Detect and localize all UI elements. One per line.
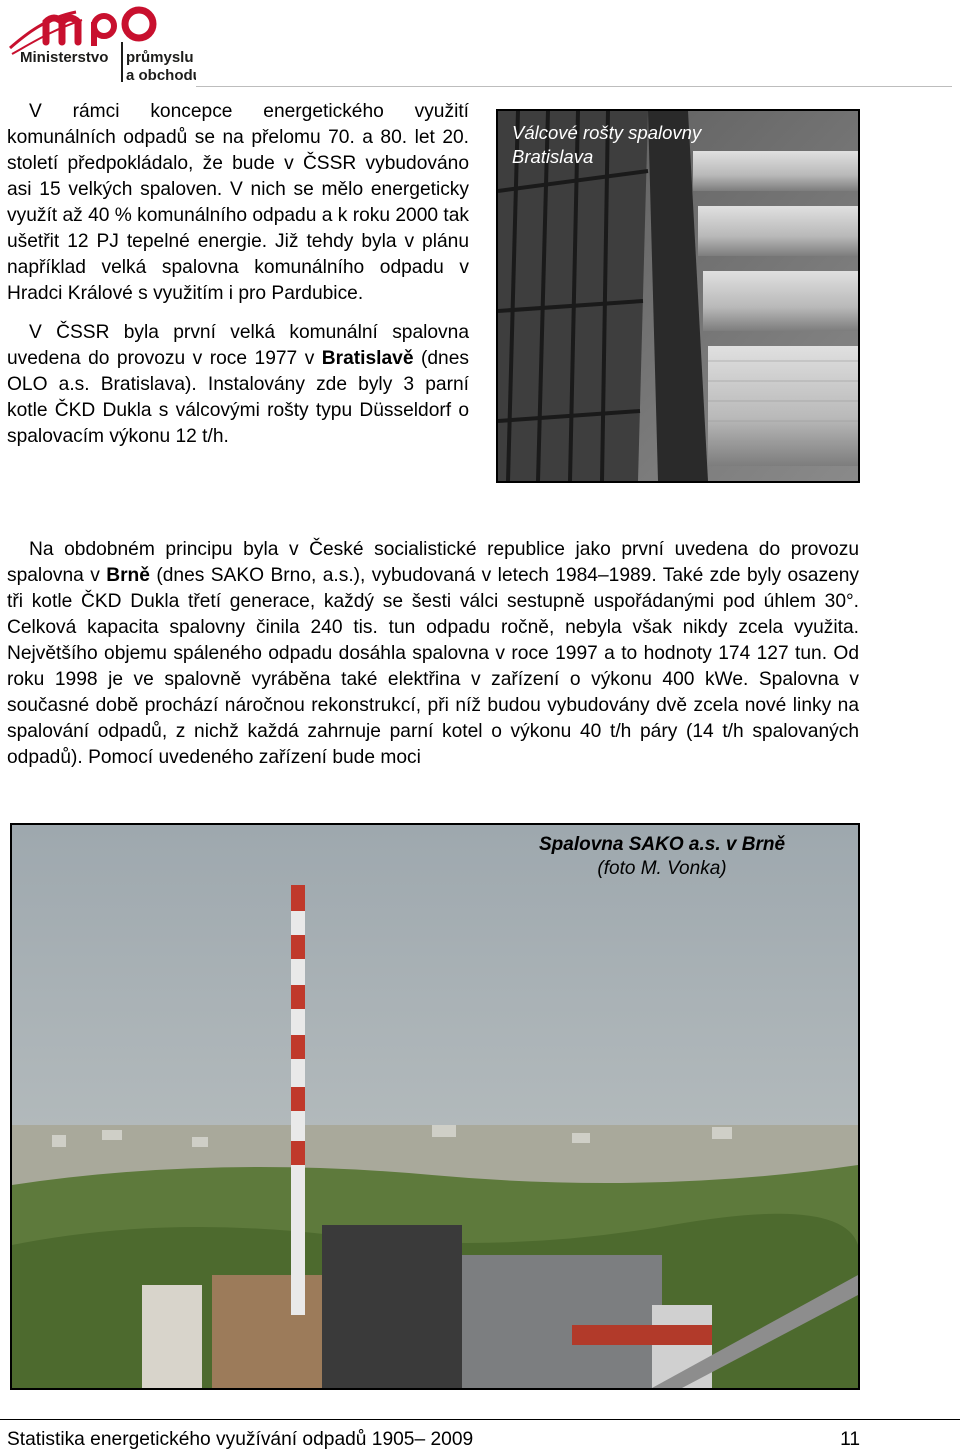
column-text (7, 99, 469, 450)
mpo-logo-icon (6, 4, 196, 84)
figure2-caption (512, 833, 812, 881)
ministry-logo (6, 4, 196, 84)
footer-title: Statistika energetického využívání odpadů 1905– 2009 (7, 1429, 474, 1450)
logo-text-ministerstvo: Ministerstvo (20, 49, 109, 66)
text-run: Bratislavě (321, 348, 414, 369)
figure2-caption-credit: (foto M. Vonka) (597, 858, 727, 879)
text-run: V ČSSR byla první velká komunální spalovna uvedena do provozu v roce 1977 v (7, 322, 469, 369)
figure1-caption-line2: Bratislava (512, 146, 594, 167)
photo-bratislava-grates (496, 109, 860, 483)
photo-sako-brno (10, 823, 860, 1390)
paragraph-2 (7, 320, 469, 450)
text-run: (dnes OLO a.s. Bratislava). Instalovány zde byly 3 parní kotle ČKD Dukla s válcovými rošty typu Düsseldorf o spalovacím výkonu 12 t/h. (7, 348, 469, 447)
figure1-caption-line1: Válcové rošty spalovny (512, 122, 702, 143)
body-text (7, 537, 859, 771)
header-divider (196, 86, 952, 87)
text-run: (dnes SAKO Brno, a.s.), vybudovaná v letech 1984–1989. Také zde byly osazeny tři kotle ČKD Dukla třetí generace, každý se šesti válci sestupně uspořádanými pod úhlem 30°. Celková kapacita spalovny činila 240 tis. tun odpadu ročně, nebyla však nikdy zcela využita. Největšího objemu spáleného odpadu dosáhla spalovna v roce 1997 a to hodnoty 174 127 tun. Od roku 1998 je ve spalovně vyráběna také elektřina v zařízení o výkonu 400 kWe. Spalovna v současné době prochází náročnou rekonstrukcí, při níž budou vybudovány dvě zcela nové linky na spalování odpadů, z nichž každá zahrnuje parní kotel o výkonu 40 t/h páry (14 t/h spalovaných odpadů). Pomocí uvedeného zařízení bude moci (7, 565, 859, 768)
text-run: V rámci koncepce energetického využití komunálních odpadů se na přelomu 70. a 80. let 20. století předpokládalo, že bude v ČSSR vybudováno asi 15 velkých spaloven. V nich se mělo energeticky využít až 40 % komunálního odpadu a k roku 2000 tak ušetřit 12 PJ tepelné energie. Již tehdy byla v plánu například velká spalovna komunálního odpadu v Hradci Králové s využitím i pro Pardubice. (7, 101, 469, 304)
paragraph-3 (7, 537, 859, 771)
text-run: Brně (106, 565, 150, 586)
footer-divider (0, 1419, 960, 1420)
figure2-caption-title: Spalovna SAKO a.s. v Brně (538, 834, 786, 855)
logo-text-obchodu: a obchodu (126, 67, 196, 84)
text-run: Na obdobném principu byla v České socialistické republice jako první uvedena do provozu spalovna v (7, 539, 859, 586)
page-number: 11 (840, 1429, 860, 1450)
figure1-caption (512, 121, 701, 169)
logo-text-prumyslu: průmyslu (126, 49, 194, 66)
sako-plant-photo-image (12, 825, 858, 1388)
paragraph-1 (7, 99, 469, 307)
